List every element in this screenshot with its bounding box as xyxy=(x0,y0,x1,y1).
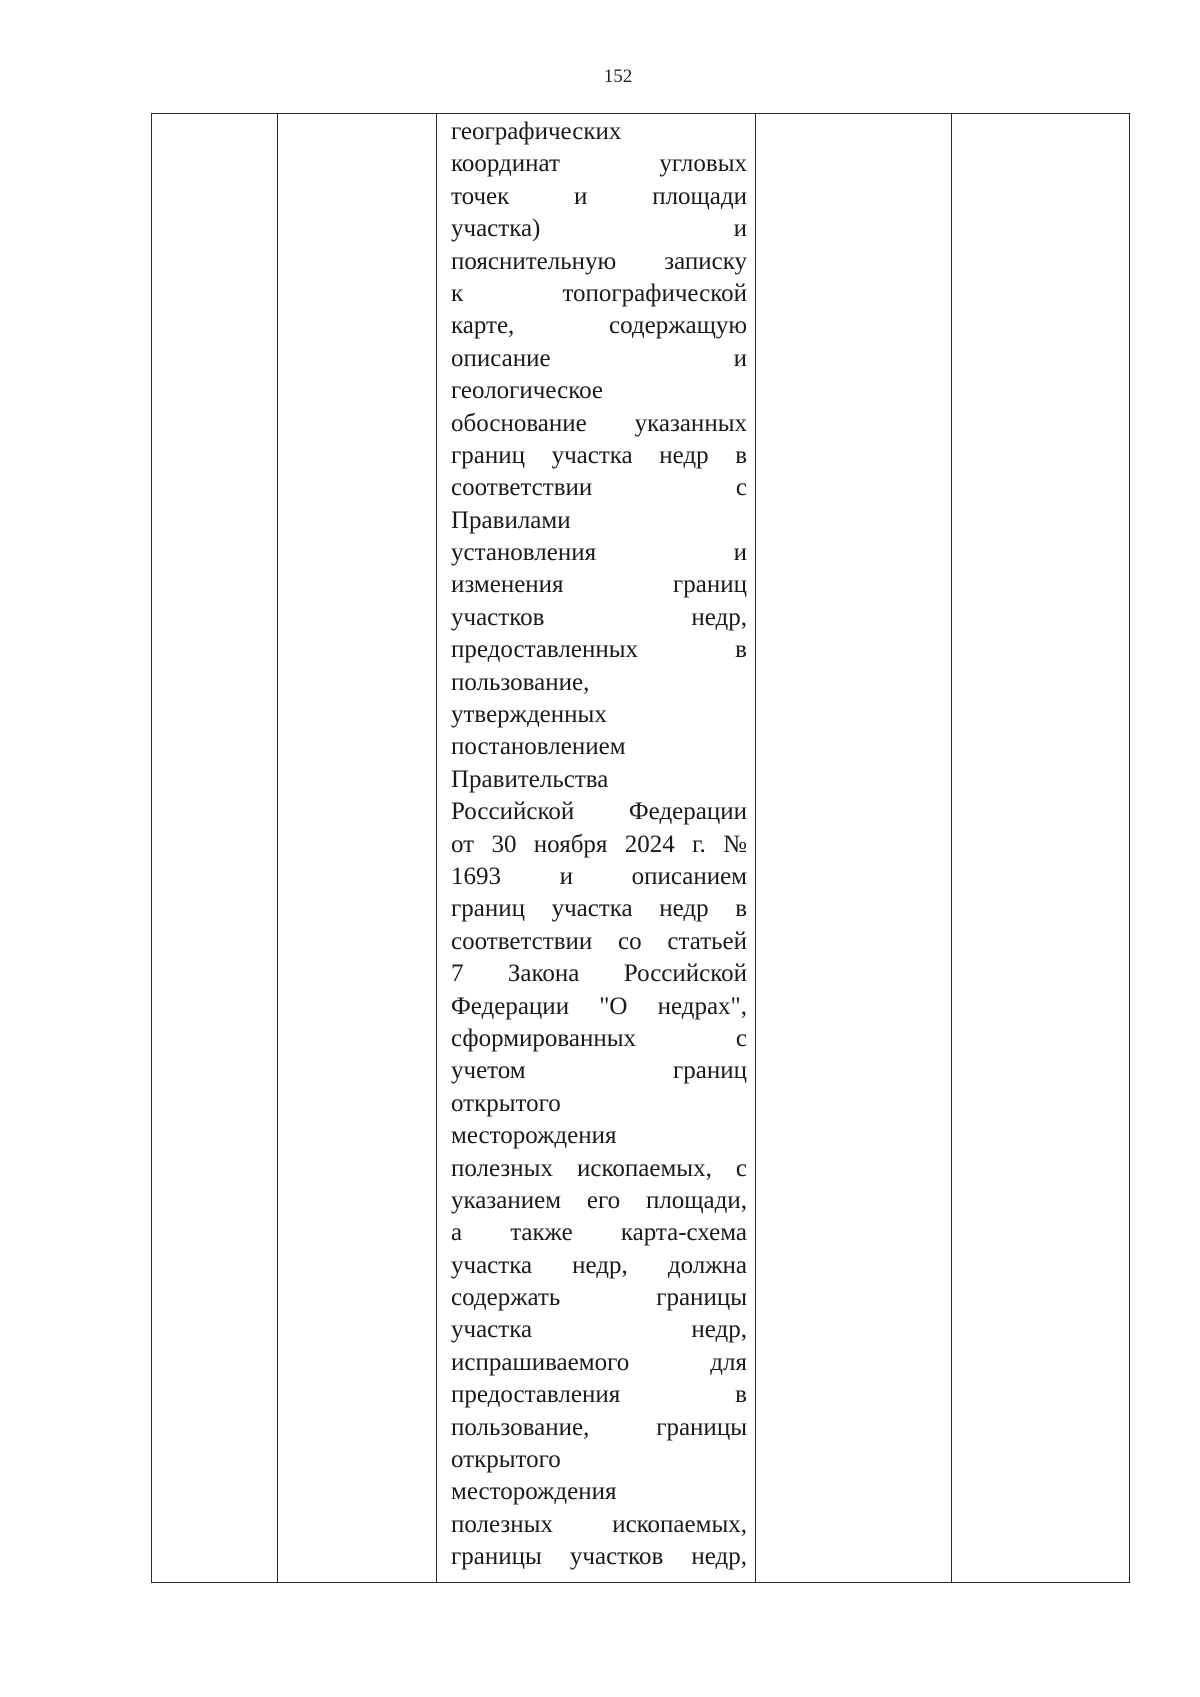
table-text-line: точек и площади xyxy=(451,182,747,210)
table-text-line: карте, содержащую xyxy=(451,312,747,340)
table-text-line: координат угловых xyxy=(451,150,747,178)
table-text-line: а также карта-схема xyxy=(451,1219,747,1247)
table-text-line: 1693 и описанием xyxy=(451,862,747,890)
table-text-line: 7 Закона Российской xyxy=(451,960,747,988)
table-text-line: геологическое xyxy=(451,377,603,405)
table-text-line: испрашиваемого для xyxy=(451,1348,747,1376)
table-text-line: пользование, xyxy=(451,668,590,696)
table-text-line: открытого xyxy=(451,1089,561,1117)
table-text-line: открытого xyxy=(451,1446,561,1474)
table-text-line: постановлением xyxy=(451,733,626,761)
table-text-line: от 30 ноября 2024 г. № xyxy=(451,830,747,858)
table-text-line: географических xyxy=(451,118,622,145)
table-text-line: месторождения xyxy=(451,1122,617,1150)
table-text-line: к топографической xyxy=(451,279,747,307)
table-text-line: описание и xyxy=(451,344,747,372)
table-text-line: участков недр, xyxy=(451,603,747,631)
page-number: 152 xyxy=(603,66,633,87)
table-text-line: соответствии с xyxy=(451,474,747,502)
table-text-line: учетом границ xyxy=(451,1057,747,1085)
table-text-line: полезных ископаемых, с xyxy=(451,1154,747,1182)
table-text-line: границы участков недр, xyxy=(451,1543,747,1571)
table-text-line: Федерации "О недрах", xyxy=(451,992,747,1020)
table-text-line: изменения границ xyxy=(451,571,747,599)
table-text-line: Правительства xyxy=(451,765,609,793)
column-divider-4 xyxy=(951,114,952,1582)
table-text-line: полезных ископаемых, xyxy=(451,1510,747,1538)
table-text-line: Правилами xyxy=(451,506,571,534)
table-text-line: пояснительную записку xyxy=(451,247,747,275)
column-divider-3 xyxy=(755,114,756,1582)
table-text-line: обоснование указанных xyxy=(451,409,747,437)
table-text-line: участка недр, xyxy=(451,1316,747,1344)
table-text-line: утвержденных xyxy=(451,701,607,729)
table-text-line: предоставленных в xyxy=(451,636,747,664)
table-text-line: пользование, границы xyxy=(451,1413,747,1441)
table-text-line: границ участка недр в xyxy=(451,895,747,923)
table-text-line: установления и xyxy=(451,539,747,567)
table-text-line: месторождения xyxy=(451,1478,617,1506)
table-text-line: соответствии со статьей xyxy=(451,927,747,955)
table-text-line: содержать границы xyxy=(451,1284,747,1312)
column-divider-2 xyxy=(436,114,437,1582)
table-text-line: предоставления в xyxy=(451,1381,747,1409)
column-divider-1 xyxy=(277,114,278,1582)
table-text-line: границ участка недр в xyxy=(451,441,747,469)
table-text-line: указанием его площади, xyxy=(451,1186,747,1214)
table-text-line: сформированных с xyxy=(451,1024,747,1052)
table-text-line: Российской Федерации xyxy=(451,798,747,826)
table-cell-description xyxy=(451,116,747,1574)
table-text-line: участка недр, должна xyxy=(451,1251,747,1279)
table-text-line: участка) и xyxy=(451,215,747,243)
